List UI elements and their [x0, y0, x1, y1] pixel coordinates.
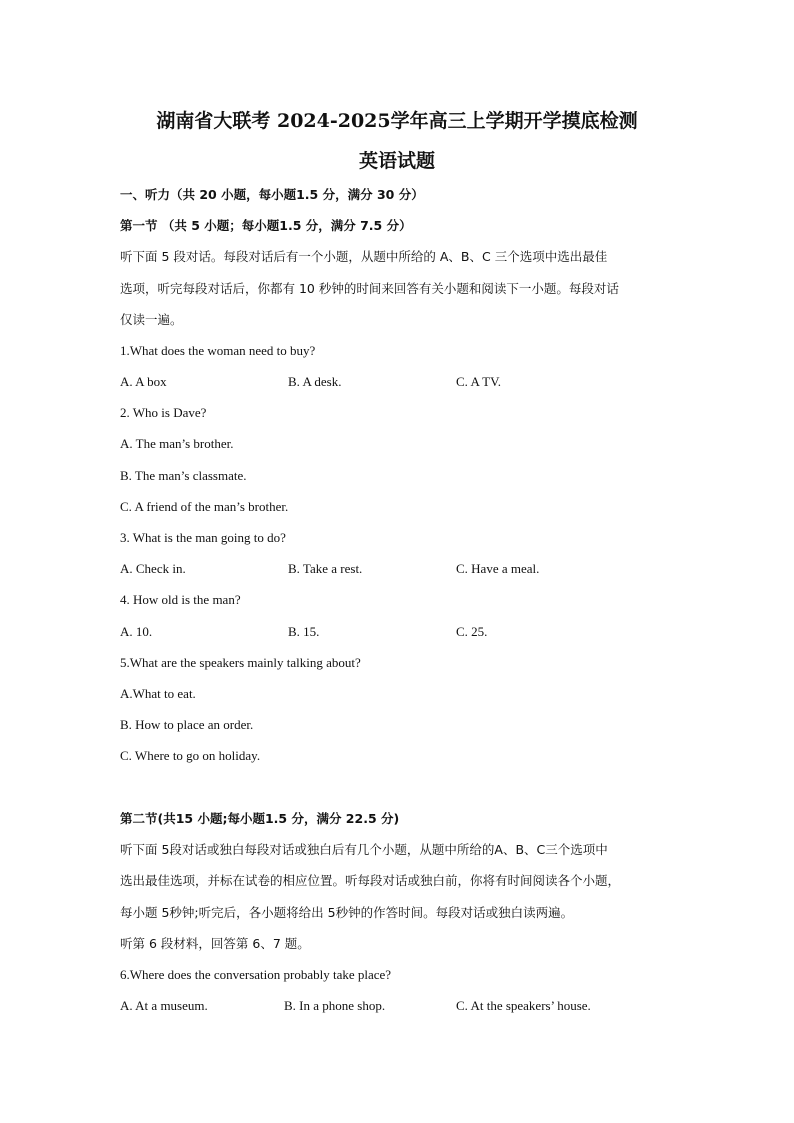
question-5-option-b: B. How to place an order. — [120, 717, 254, 732]
document-title: 湖南省大联考 2024-2025学年高三上学期开学摸底检测 — [156, 110, 638, 132]
section2-heading: 第二节(共15 小题;每小题1.5 分，满分 22.5 分) — [120, 811, 400, 826]
question-3-option-c: C. Have a meal. — [456, 561, 540, 576]
question-4-stem: 4. How old is the man? — [120, 592, 241, 607]
question-2-option-a: A. The man’s brother. — [120, 436, 234, 451]
question-5-option-c: C. Where to go on holiday. — [120, 748, 261, 763]
question-4-option-a: A. 10. — [120, 624, 153, 639]
group-note-6-7: 听第 6 段材料，回答第 6、7 题。 — [120, 936, 310, 951]
section1-instruction-line-2: 选项，听完每段对话后，你都有 10 秒钟的时间来回答有关小题和阅读下一小题。每段对话 — [120, 281, 619, 296]
question-1-option-b: B. A desk. — [288, 374, 342, 389]
question-6-option-a: A. At a museum. — [120, 998, 208, 1013]
question-6-option-b: B. In a phone shop. — [284, 998, 386, 1013]
question-3-option-b: B. Take a rest. — [288, 561, 363, 576]
section1-instruction-line-3: 仅读一遍。 — [120, 312, 183, 327]
question-4-option-b: B. 15. — [288, 624, 320, 639]
section1-instruction-line-1: 听下面 5 段对话。每段对话后有一个小题，从题中所给的 A、B、C 三个选项中选出最佳 — [120, 249, 608, 264]
question-2-stem: 2. Who is Dave? — [120, 405, 207, 420]
section1-heading: 第一节 （共 5 小题；每小题1.5 分，满分 7.5 分） — [120, 218, 412, 233]
question-2-option-b: B. The man’s classmate. — [120, 468, 247, 483]
question-6-stem: 6.Where does the conversation probably take place? — [120, 967, 392, 982]
question-3-stem: 3. What is the man going to do? — [120, 530, 286, 545]
question-6-option-c: C. At the speakers’ house. — [456, 998, 591, 1013]
section2-instruction-line-3: 每小题 5秒钟;听完后，各小题将给出 5秒钟的作答时间。每段对话或独白读两遍。 — [120, 905, 574, 920]
question-5-option-a: A.What to eat. — [120, 686, 196, 701]
question-5-stem: 5.What are the speakers mainly talking about? — [120, 655, 361, 670]
section2-instruction-line-2: 选出最佳选项，并标在试卷的相应位置。听每段对话或独白前，你将有时间阅读各个小题， — [120, 873, 621, 888]
question-1-option-a: A. A box — [120, 374, 167, 389]
question-1-option-c: C. A TV. — [456, 374, 502, 389]
question-2-option-c: C. A friend of the man’s brother. — [120, 499, 289, 514]
question-3-option-a: A. Check in. — [120, 561, 186, 576]
section2-instruction-line-1: 听下面 5段对话或独白每段对话或独白后有几个小题，从题中所给的A、B、C三个选项中 — [120, 842, 608, 857]
question-4-option-c: C. 25. — [456, 624, 488, 639]
document-subtitle: 英语试题 — [358, 150, 435, 172]
question-1-stem: 1.What does the woman need to buy? — [120, 343, 316, 358]
part1-heading: 一、听力（共 20 小题，每小题1.5 分，满分 30 分） — [120, 187, 424, 202]
